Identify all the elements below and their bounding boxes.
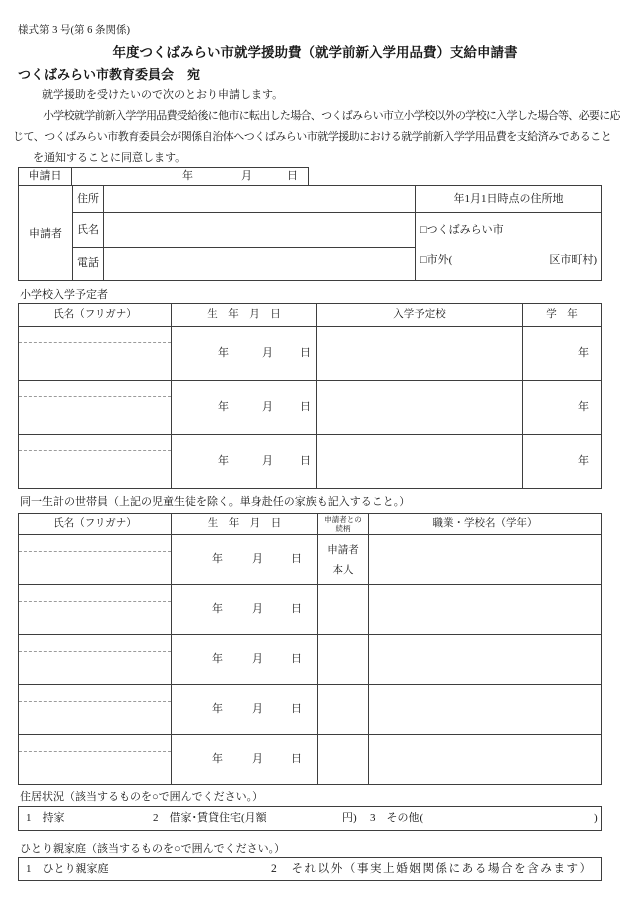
student-grade-cell[interactable] (523, 381, 601, 434)
checkbox-tsukubamirai-city[interactable]: □つくばみらい市 (420, 224, 504, 236)
day-label: 日 (287, 170, 298, 182)
furigana-line (19, 381, 171, 397)
household-relation-cell[interactable] (318, 635, 369, 684)
student-grade-cell[interactable] (523, 435, 601, 488)
intro-line: 就学援助を受けたいので次のとおり申請します。 (42, 89, 284, 101)
household-row (19, 584, 601, 634)
year-label: 年 (212, 653, 223, 665)
grade-unit-label: 年 (578, 401, 589, 413)
month-label: 月 (252, 553, 263, 565)
housing-section-title: 住居状況（該当するものを○で囲んでください。） (20, 791, 264, 803)
checkbox-outside-city[interactable]: □市外( 区市町村) (420, 254, 597, 266)
students-header-name: 氏名（フリガナ） (19, 304, 172, 326)
furigana-line (19, 735, 171, 752)
month-label: 月 (252, 703, 263, 715)
household-relation-cell[interactable] (318, 685, 369, 734)
students-header-school: 入学予定校 (317, 304, 523, 326)
furigana-line (19, 635, 171, 652)
student-row (19, 380, 601, 434)
applicant-table (18, 185, 602, 281)
day-label: 日 (300, 401, 311, 413)
addressee: つくばみらい市教育委員会 宛 (18, 67, 201, 82)
name-input-area[interactable] (103, 213, 415, 247)
grade-unit-label: 年 (578, 347, 589, 359)
year-label: 年 (218, 401, 229, 413)
student-name-cell[interactable] (19, 435, 172, 488)
housing-option-other[interactable]: 3 その他( (370, 812, 424, 824)
students-header-birth: 生 年 月 日 (172, 304, 317, 326)
household-header-relation: 申請者との 続柄 (318, 514, 369, 534)
month-label: 月 (252, 653, 263, 665)
day-label: 日 (291, 753, 302, 765)
students-table (18, 303, 602, 489)
household-birthdate-cell[interactable] (172, 735, 318, 784)
year-label: 年 (218, 347, 229, 359)
consent-line-3: を通知することに同意します。 (33, 152, 187, 164)
address-label: 住所 (77, 193, 99, 205)
year-label: 年 (212, 753, 223, 765)
month-label: 月 (241, 170, 252, 182)
student-school-cell[interactable] (317, 327, 523, 380)
household-occupation-cell[interactable] (369, 535, 601, 584)
furigana-line (19, 585, 171, 602)
housing-option-own[interactable]: 1 持家 (26, 812, 65, 824)
year-label: 年 (212, 603, 223, 615)
application-date-input-area[interactable] (72, 168, 308, 185)
single-parent-options-box (18, 857, 602, 881)
name-label: 氏名 (77, 224, 99, 236)
students-header-grade: 学 年 (546, 309, 578, 320)
single-parent-other-option[interactable]: 2 それ以外（事実上婚姻関係にある場合を含みます） (271, 863, 593, 875)
day-label: 日 (300, 347, 311, 359)
household-name-cell[interactable] (19, 685, 172, 734)
household-name-cell[interactable] (19, 635, 172, 684)
student-birthdate-cell[interactable] (172, 435, 317, 488)
furigana-line (19, 535, 171, 552)
household-birthdate-cell[interactable] (172, 635, 318, 684)
student-birthdate-cell[interactable] (172, 381, 317, 434)
consent-line-1: 小学校就学前新入学学用品費受給後に他市に転出した場合、つくばみらい市立小学校以外の学校に入学した場合等、必要に応 (43, 110, 620, 122)
household-occupation-cell[interactable] (369, 585, 601, 634)
household-name-cell[interactable] (19, 535, 172, 584)
student-name-cell[interactable] (19, 327, 172, 380)
year-label: 年 (182, 170, 193, 182)
year-label: 年 (212, 703, 223, 715)
consent-line-2: じて、つくばみらい市教育委員会が関係自治体へつくばみらい市就学援助における就学前新入学学用品費を支給済みであること (13, 131, 612, 143)
student-name-cell[interactable] (19, 381, 172, 434)
address-input-area[interactable] (103, 186, 415, 212)
household-row (19, 734, 601, 784)
household-occupation-cell[interactable] (369, 735, 601, 784)
household-birthdate-cell[interactable] (172, 535, 318, 584)
grade-unit-label: 年 (578, 455, 589, 467)
day-label: 日 (300, 455, 311, 467)
household-birthdate-cell[interactable] (172, 585, 318, 634)
phone-label: 電話 (77, 257, 99, 269)
household-occupation-cell[interactable] (369, 685, 601, 734)
household-birthdate-cell[interactable] (172, 685, 318, 734)
month-label: 月 (252, 603, 263, 615)
household-row (19, 534, 601, 584)
students-section-title: 小学校入学予定者 (20, 289, 108, 301)
household-name-cell[interactable] (19, 735, 172, 784)
outside-city-suffix: 区市町村) (549, 254, 597, 266)
year-label: 年 (212, 553, 223, 565)
household-section-title: 同一生計の世帯員（上記の児童生徒を除く。単身赴任の家族も記入すること。） (20, 496, 411, 508)
application-date-label: 申請日 (19, 168, 72, 185)
page-title: 年度つくばみらい市就学援助費（就学前新入学用品費）支給申請書 (112, 45, 518, 60)
household-relation-cell[interactable] (318, 585, 369, 634)
day-label: 日 (291, 703, 302, 715)
application-date-table (18, 167, 309, 186)
form-number: 様式第 3 号(第 6 条関係) (18, 25, 130, 36)
furigana-line (19, 435, 171, 451)
housing-other-close: ) (594, 812, 598, 824)
household-header-name: 氏名（フリガナ） (19, 514, 172, 534)
furigana-line (19, 327, 171, 343)
housing-rent-unit: 円) (342, 812, 357, 824)
housing-options-box (18, 806, 602, 831)
phone-input-area[interactable] (103, 248, 415, 280)
student-row (19, 434, 601, 488)
student-grade-cell[interactable] (523, 327, 601, 380)
household-table (18, 513, 602, 785)
household-header-birth: 生 年 月 日 (172, 514, 318, 534)
residence-asof-header: 年1月1日時点の住所地 (416, 186, 601, 213)
year-label: 年 (218, 455, 229, 467)
student-row (19, 326, 601, 380)
furigana-line (19, 685, 171, 702)
household-relation-cell-self: 申請者 本人 (318, 535, 369, 584)
household-occupation-cell[interactable] (369, 635, 601, 684)
day-label: 日 (291, 553, 302, 565)
month-label: 月 (262, 401, 273, 413)
day-label: 日 (291, 653, 302, 665)
household-header-occupation: 職業・学校名（学年） (432, 518, 538, 529)
day-label: 日 (291, 603, 302, 615)
housing-option-rent[interactable]: 2 借家･賃貸住宅(月額 (153, 812, 267, 824)
applicant-label-cell: 申請者 (29, 228, 62, 240)
household-name-cell[interactable] (19, 585, 172, 634)
single-parent-section-title: ひとり親家庭（該当するものを○で囲んでください。） (20, 843, 286, 855)
student-school-cell[interactable] (317, 435, 523, 488)
household-row (19, 634, 601, 684)
month-label: 月 (252, 753, 263, 765)
household-row (19, 684, 601, 734)
month-label: 月 (262, 455, 273, 467)
student-birthdate-cell[interactable] (172, 327, 317, 380)
household-relation-cell[interactable] (318, 735, 369, 784)
month-label: 月 (262, 347, 273, 359)
single-parent-option[interactable]: 1 ひとり親家庭 (26, 863, 109, 875)
student-school-cell[interactable] (317, 381, 523, 434)
